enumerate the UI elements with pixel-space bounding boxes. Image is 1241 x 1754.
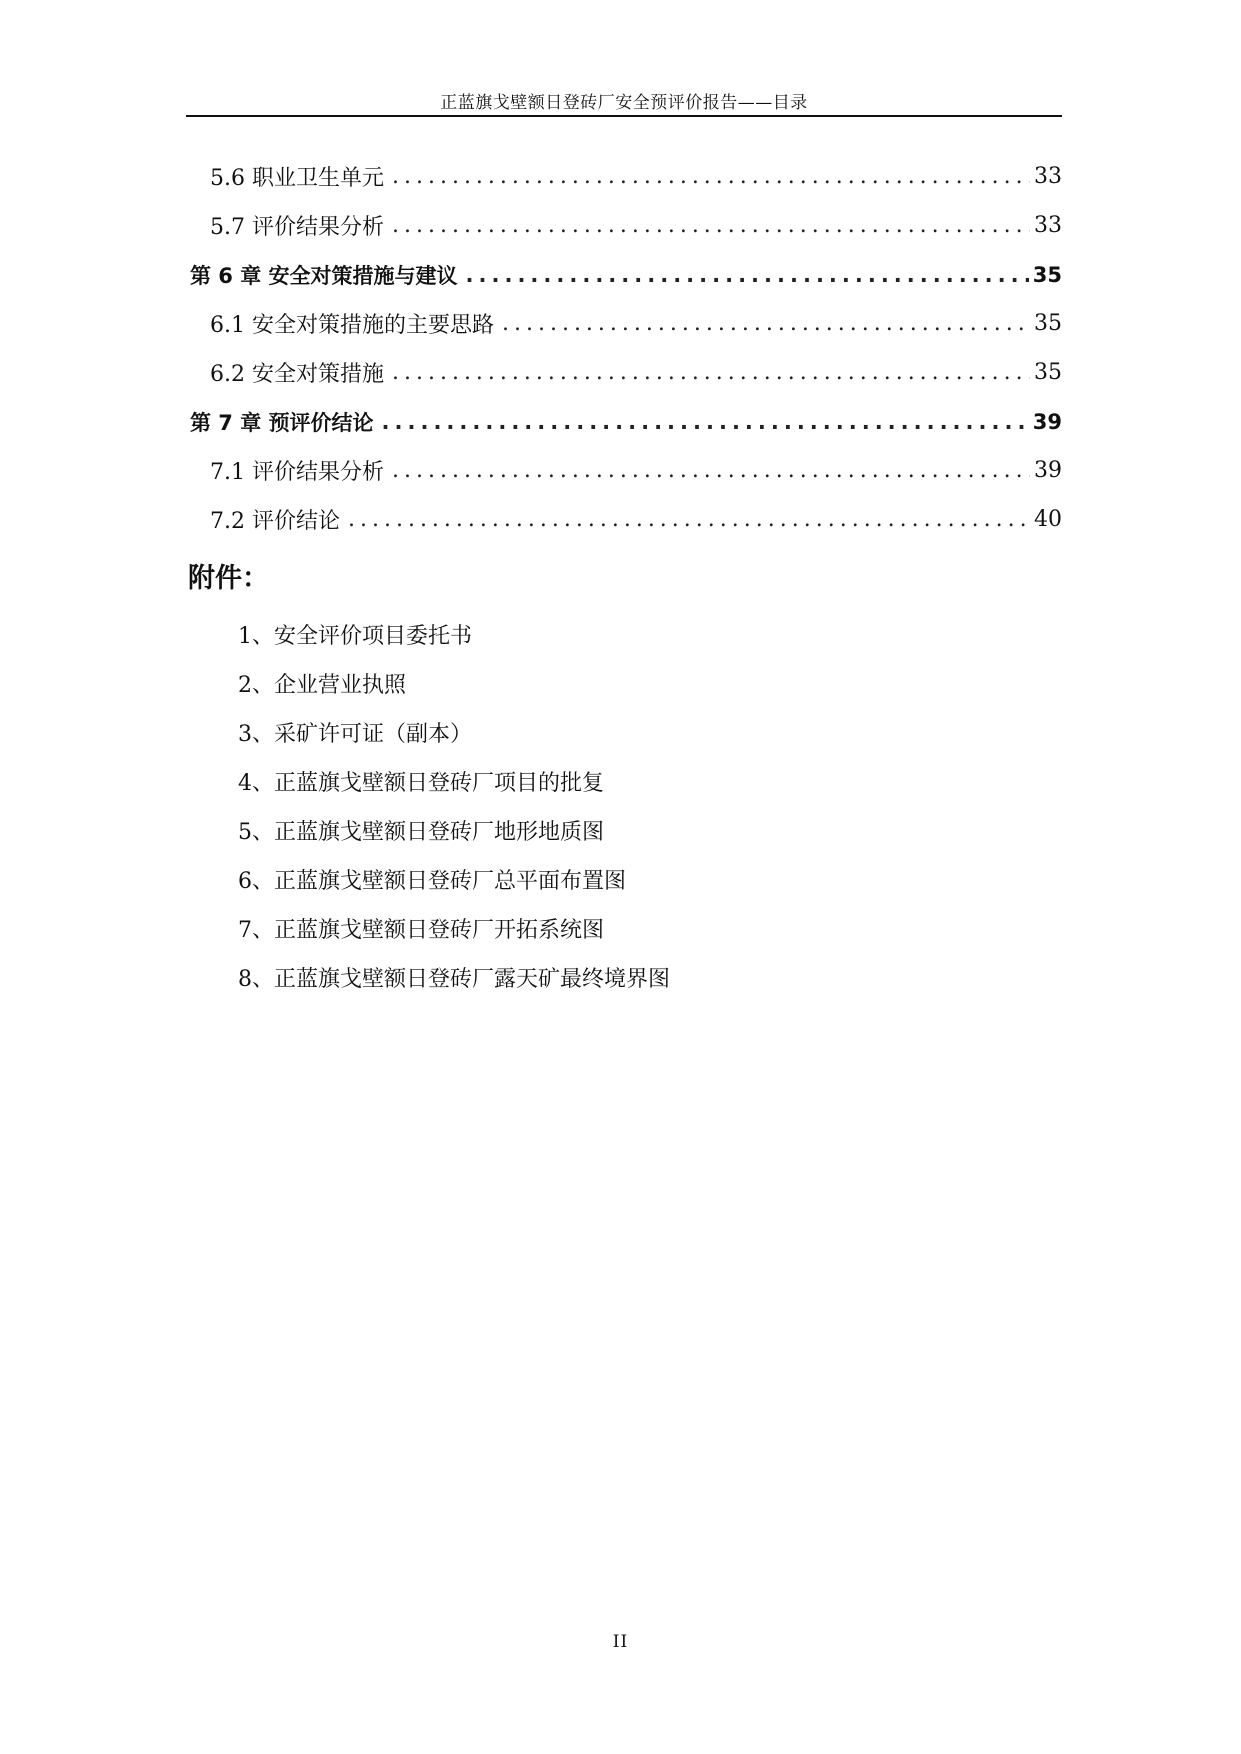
toc-entry-page: 35 [1034, 311, 1062, 336]
attachments-list [238, 612, 670, 1004]
toc-entry-page: 39 [1032, 409, 1062, 434]
header-rule [186, 115, 1062, 117]
toc-entry-page: 35 [1034, 360, 1062, 385]
attachment-item: 2、企业营业执照 [238, 673, 406, 698]
toc-entry-title: 6.2 安全对策措施 [210, 362, 384, 387]
toc-entry-title: 7.1 评价结果分析 [210, 460, 384, 485]
toc-entry-page: 40 [1034, 507, 1062, 532]
attachment-item: 1、安全评价项目委托书 [238, 624, 472, 649]
toc-leader-dots [392, 213, 1030, 238]
toc-entry-title: 5.7 评价结果分析 [210, 215, 384, 240]
toc-leader-dots [392, 458, 1030, 483]
toc-entry[interactable] [190, 299, 1062, 348]
toc-leader-dots [502, 311, 1030, 336]
toc-entry[interactable] [190, 152, 1062, 201]
toc-entry-title: 6.1 安全对策措施的主要思路 [210, 313, 494, 338]
attachment-item: 7、正蓝旗戈壁额日登砖厂开拓系统图 [238, 918, 604, 943]
toc-entry-page: 35 [1032, 262, 1062, 287]
attachment-item: 6、正蓝旗戈壁额日登砖厂总平面布置图 [238, 869, 626, 894]
toc-entry[interactable] [190, 201, 1062, 250]
toc-entry-page: 33 [1034, 164, 1062, 189]
toc-leader-dots [392, 360, 1030, 385]
toc-entry-page: 39 [1034, 458, 1062, 483]
attachments-heading: 附件： [188, 563, 269, 594]
toc-entry[interactable] [190, 446, 1062, 495]
attachment-item: 3、采矿许可证（副本） [238, 722, 472, 747]
table-of-contents [190, 152, 1062, 544]
page-number: II [612, 1632, 629, 1652]
toc-leader-dots [392, 164, 1030, 189]
toc-leader-dots [348, 507, 1030, 532]
toc-chapter-title: 第 7 章 预评价结论 [190, 410, 374, 435]
attachment-item: 8、正蓝旗戈壁额日登砖厂露天矿最终境界图 [238, 967, 670, 992]
toc-chapter-title: 第 6 章 安全对策措施与建议 [190, 263, 458, 288]
toc-entry-page: 33 [1034, 213, 1062, 238]
running-header: 正蓝旗戈壁额日登砖厂安全预评价报告——目录 [440, 93, 808, 113]
toc-entry-title: 5.6 职业卫生单元 [210, 166, 384, 191]
toc-chapter-entry[interactable] [190, 250, 1062, 299]
toc-entry[interactable] [190, 348, 1062, 397]
toc-chapter-entry[interactable] [190, 397, 1062, 446]
attachment-item: 4、正蓝旗戈壁额日登砖厂项目的批复 [238, 771, 604, 796]
toc-leader-dots [466, 263, 1029, 287]
attachment-item: 5、正蓝旗戈壁额日登砖厂地形地质图 [238, 820, 604, 845]
toc-entry-title: 7.2 评价结论 [210, 509, 340, 534]
toc-leader-dots [382, 410, 1029, 434]
toc-entry[interactable] [190, 495, 1062, 544]
